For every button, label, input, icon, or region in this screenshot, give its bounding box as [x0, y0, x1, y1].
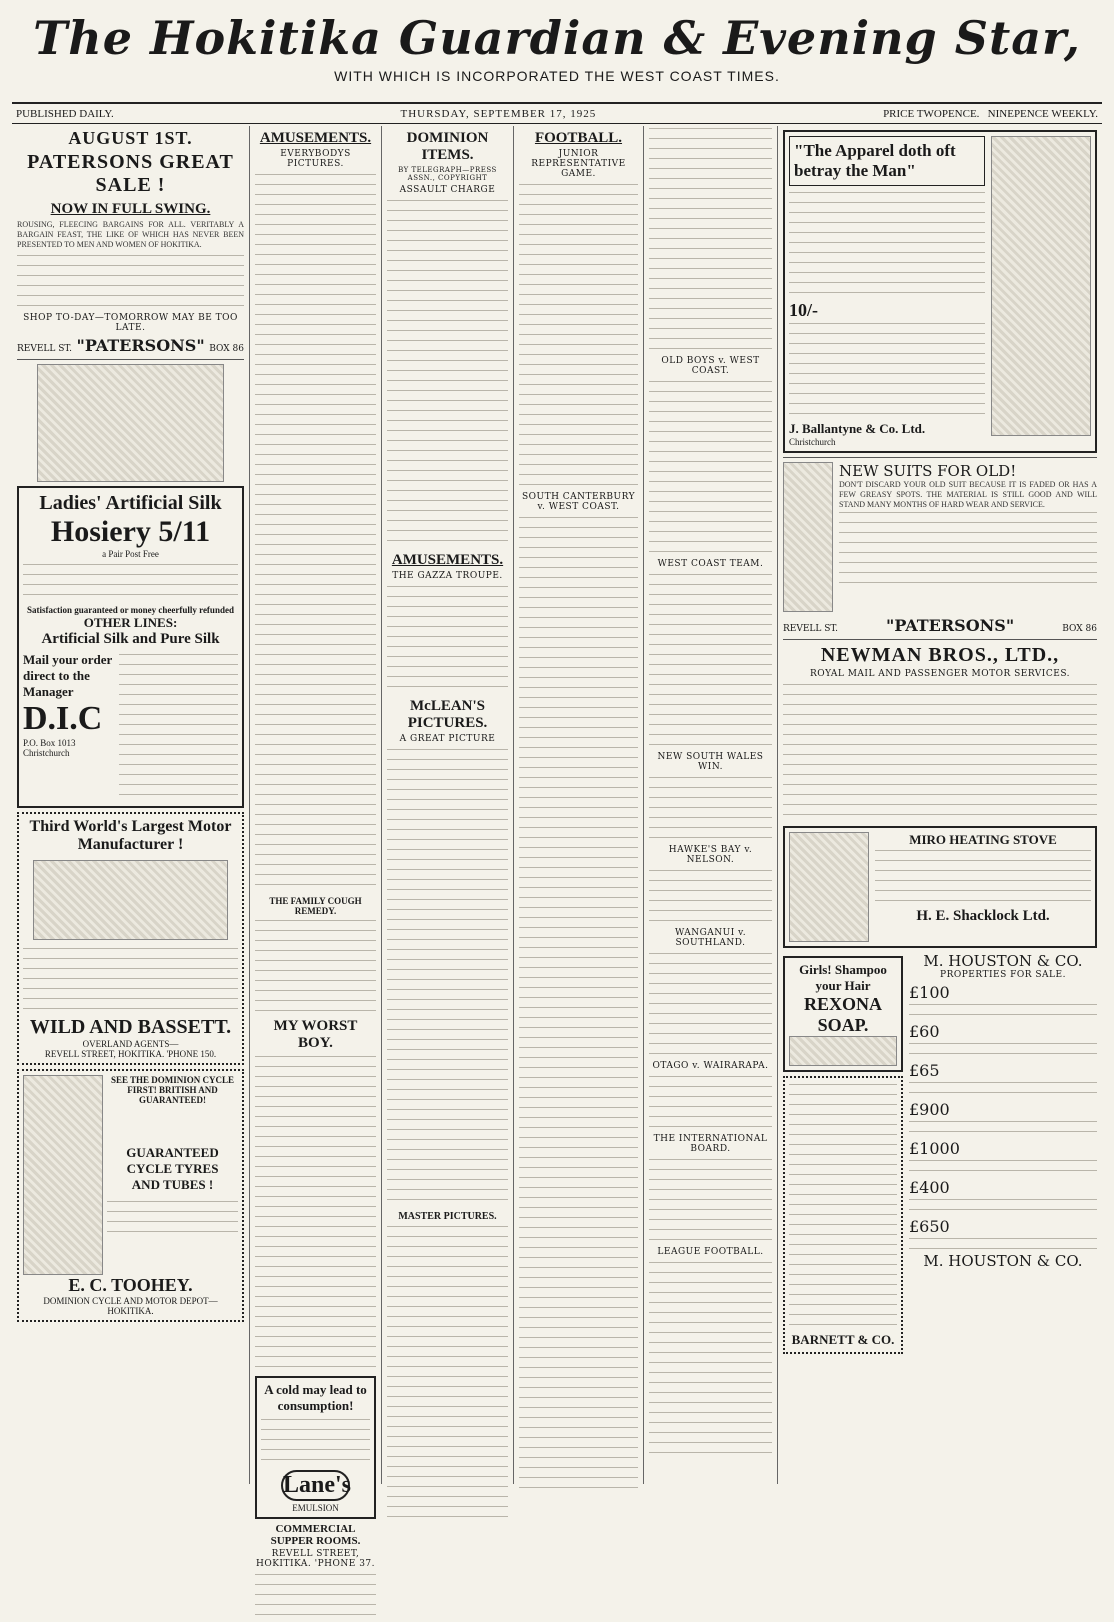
- price-daily: PRICE TWOPENCE.: [883, 107, 980, 120]
- pair-post-free: a Pair Post Free: [102, 549, 159, 559]
- ad-barnett: [783, 1076, 903, 1354]
- masthead: [12, 10, 1102, 102]
- column-sports: [644, 126, 778, 1484]
- hawkes-bay: HAWKE'S BAY v. NELSON.: [668, 845, 753, 865]
- price-box: [883, 108, 1098, 120]
- price-400: £400: [909, 1178, 950, 1197]
- silk-lines: Artificial Silk and Pure Silk: [41, 631, 220, 647]
- apparel-slogan: "The Apparel doth oft betray the Man": [789, 136, 985, 186]
- other-lines: OTHER LINES:: [83, 615, 178, 630]
- barnett: BARNETT & CO.: [791, 1332, 895, 1347]
- supper-rooms-address: REVELL STREET, HOKITIKA. 'PHONE 37.: [255, 1549, 376, 1569]
- miro-stove: MIRO HEATING STOVE: [909, 832, 1057, 847]
- dic-logo: D.I.C: [23, 700, 103, 737]
- west-coast-team: WEST COAST TEAM.: [657, 559, 764, 569]
- published-daily: PUBLISHED DAILY.: [16, 107, 114, 120]
- lanes-logo: Lane's: [281, 1470, 350, 1501]
- ad-cycle: [17, 1069, 244, 1322]
- stove-illustration: [789, 832, 869, 942]
- hosiery-price: Hosiery 5/11: [50, 515, 211, 548]
- shampoo: Girls! Shampoo your Hair: [799, 962, 887, 993]
- overland-agents: OVERLAND AGENTS—: [82, 1039, 179, 1049]
- mcleans-heading: McLEAN'S PICTURES.: [407, 698, 488, 731]
- ad-patersons-footer: [17, 336, 244, 355]
- cycle-tyres: CYCLE TYRES: [126, 1161, 219, 1176]
- cycle-guaranteed: GUARANTEED: [126, 1145, 219, 1160]
- motor-title-1: Third World's Largest Motor: [29, 818, 232, 835]
- column-dominion-items: [382, 126, 514, 1484]
- price-650: £650: [909, 1217, 950, 1236]
- christchurch: Christchurch: [23, 748, 70, 758]
- ad-now: NOW IN FULL SWING.: [50, 201, 211, 217]
- patersons-footer-right: [783, 616, 1097, 635]
- new-suits: NEW SUITS FOR OLD!: [839, 462, 1017, 480]
- ad-ballantyne: [783, 130, 1097, 453]
- toohey-depot: DOMINION CYCLE AND MOTOR DEPOT—HOKITIKA.: [43, 1296, 218, 1316]
- ballantyne-city: Christchurch: [789, 437, 836, 447]
- patersons-name: "PATERSONS": [76, 336, 205, 355]
- league-football: LEAGUE FOOTBALL.: [657, 1247, 764, 1257]
- price-60: £60: [909, 1022, 940, 1041]
- revell-st: REVELL ST.: [17, 344, 72, 354]
- ad-lanes-emulsion: [255, 1376, 376, 1519]
- box-number: BOX 86: [209, 344, 244, 354]
- dateline: [12, 102, 1102, 124]
- wanganui: WANGANUI v. SOUTHLAND.: [674, 928, 747, 948]
- columns: [12, 126, 1102, 1569]
- south-canterbury-heading: SOUTH CANTERBURY v. WEST COAST.: [521, 492, 636, 512]
- price-1000: £1000: [909, 1139, 960, 1158]
- rexona: REXONA SOAP.: [803, 994, 882, 1035]
- amusements-heading: AMUSEMENTS.: [259, 130, 372, 146]
- revell-street-phone: REVELL STREET, HOKITIKA. 'PHONE 150.: [44, 1049, 217, 1059]
- illustration-lady: [37, 364, 224, 482]
- ad-patersons-sale: PATERSONS GREAT SALE !: [27, 151, 234, 196]
- newman-services: ROYAL MAIL AND PASSENGER MOTOR SERVICES.: [809, 669, 1071, 679]
- football-heading: FOOTBALL.: [534, 130, 623, 146]
- price-weekly: NINEPENCE WEEKLY.: [987, 107, 1098, 120]
- price-100: £100: [909, 983, 950, 1002]
- houston-1: M. HOUSTON & CO.: [923, 952, 1083, 970]
- cyclist-illustration: [23, 1075, 103, 1275]
- lanes-cold: A cold may lead to consumption!: [264, 1382, 367, 1413]
- masthead-subtitle: WITH WHICH IS INCORPORATED THE WEST COAST TIMES.: [334, 68, 780, 84]
- ad-shop-today: SHOP TO-DAY—TOMORROW MAY BE TOO LATE.: [23, 313, 238, 333]
- press-assn: BY TELEGRAPH—PRESS ASSN., COPYRIGHT: [398, 166, 497, 182]
- amusements-2-heading: AMUSEMENTS.: [391, 552, 504, 568]
- ad-rexona: [783, 956, 903, 1072]
- masthead-title: The Hokitika Guardian & Evening Star,: [33, 11, 1081, 65]
- wild-bassett: WILD AND BASSETT.: [29, 1016, 232, 1038]
- column-ads-left: [12, 126, 250, 1484]
- nsw-win: NEW SOUTH WALES WIN.: [657, 752, 764, 772]
- ad-motor: [17, 812, 244, 1065]
- cycle-dominion: SEE THE DOMINION CYCLE FIRST! BRITISH AND GUARANTEED!: [110, 1075, 235, 1105]
- column-amusements: [250, 126, 382, 1569]
- old-boys-heading: OLD BOYS v. WEST COAST.: [661, 356, 760, 376]
- assault-charge: ASSAULT CHARGE: [399, 185, 496, 195]
- props-for-sale: PROPERTIES FOR SALE.: [940, 970, 1066, 980]
- price-10: 10/-: [789, 300, 818, 320]
- dominion-items-heading: DOMINION ITEMS.: [406, 130, 489, 163]
- cough-remedy-heading: THE FAMILY COUGH REMEDY.: [269, 896, 362, 916]
- junior-game: JUNIOR REPRESENTATIVE GAME.: [531, 149, 626, 179]
- gentleman-illustration: [991, 136, 1091, 436]
- revell-st-right: REVELL ST.: [783, 624, 838, 634]
- price-900: £900: [909, 1100, 950, 1119]
- rexona-illustration: [789, 1036, 897, 1066]
- master-pictures: MASTER PICTURES.: [398, 1211, 497, 1222]
- international-board: THE INTERNATIONAL BOARD.: [653, 1134, 768, 1154]
- column-football: [514, 126, 644, 1484]
- gazza-troupe: THE GAZZA TROUPE.: [392, 571, 503, 581]
- satisfaction: Satisfaction guaranteed or money cheerfully refunded: [27, 605, 234, 615]
- column-ads-right: [778, 126, 1102, 1484]
- shacklock: H. E. Shacklock Ltd.: [916, 908, 1050, 924]
- suits-text: DON'T DISCARD YOUR OLD SUIT BECAUSE IT IS FADED OR HAS A FEW GREASY SPOTS. THE MATERIAL IS STILL GOOD AND WILL STAND MANY MONTHS OF HARD WEAR AND SERVICE.: [839, 480, 1097, 509]
- toohey-name: E. C. TOOHEY.: [68, 1275, 193, 1295]
- box-right: BOX 86: [1062, 624, 1097, 634]
- houston-2: M. HOUSTON & CO.: [923, 1252, 1083, 1270]
- motor-title-2: Manufacturer !: [77, 836, 184, 853]
- ad-sale-text: ROUSING, FLEECING BARGAINS FOR ALL. VERITABLY A BARGAIN FEAST, THE LIKE OF WHICH HAS NEVER BEEN PRESENTED TO MEN AND WOMEN OF HOKITIKA.: [17, 220, 244, 249]
- great-picture: A GREAT PICTURE: [399, 734, 496, 744]
- ad-shacklock: [783, 826, 1097, 948]
- mail-order: Mail your order direct to the Manager: [23, 652, 113, 699]
- newman-bros: NEWMAN BROS., LTD.,: [820, 644, 1060, 666]
- price-65: £65: [909, 1061, 940, 1080]
- patersons-right: "PATERSONS": [886, 616, 1015, 635]
- ad-new-suits: [783, 462, 1097, 612]
- car-illustration: [33, 860, 228, 940]
- silk-title: Ladies' Artificial Silk: [39, 492, 222, 514]
- everybodys-pictures: EVERYBODYS PICTURES.: [280, 149, 351, 169]
- lanes-emulsion: EMULSION: [292, 1503, 339, 1513]
- po-box: P.O. Box 1013: [23, 738, 76, 748]
- ballantyne-name: J. Ballantyne & Co. Ltd.: [789, 421, 926, 436]
- worst-boy-heading: MY WORST BOY.: [273, 1018, 358, 1051]
- cycle-tubes: AND TUBES !: [131, 1177, 214, 1192]
- otago: OTAGO v. WAIRARAPA.: [652, 1061, 769, 1071]
- issue-date: THURSDAY, SEPTEMBER 17, 1925: [400, 107, 597, 120]
- supper-rooms: COMMERCIAL SUPPER ROOMS.: [270, 1523, 361, 1547]
- lower-right-ads: [783, 952, 1097, 1358]
- suit-illustration: [783, 462, 833, 612]
- ad-silk-hosiery: [17, 486, 244, 808]
- ad-date: AUGUST 1ST.: [68, 128, 193, 148]
